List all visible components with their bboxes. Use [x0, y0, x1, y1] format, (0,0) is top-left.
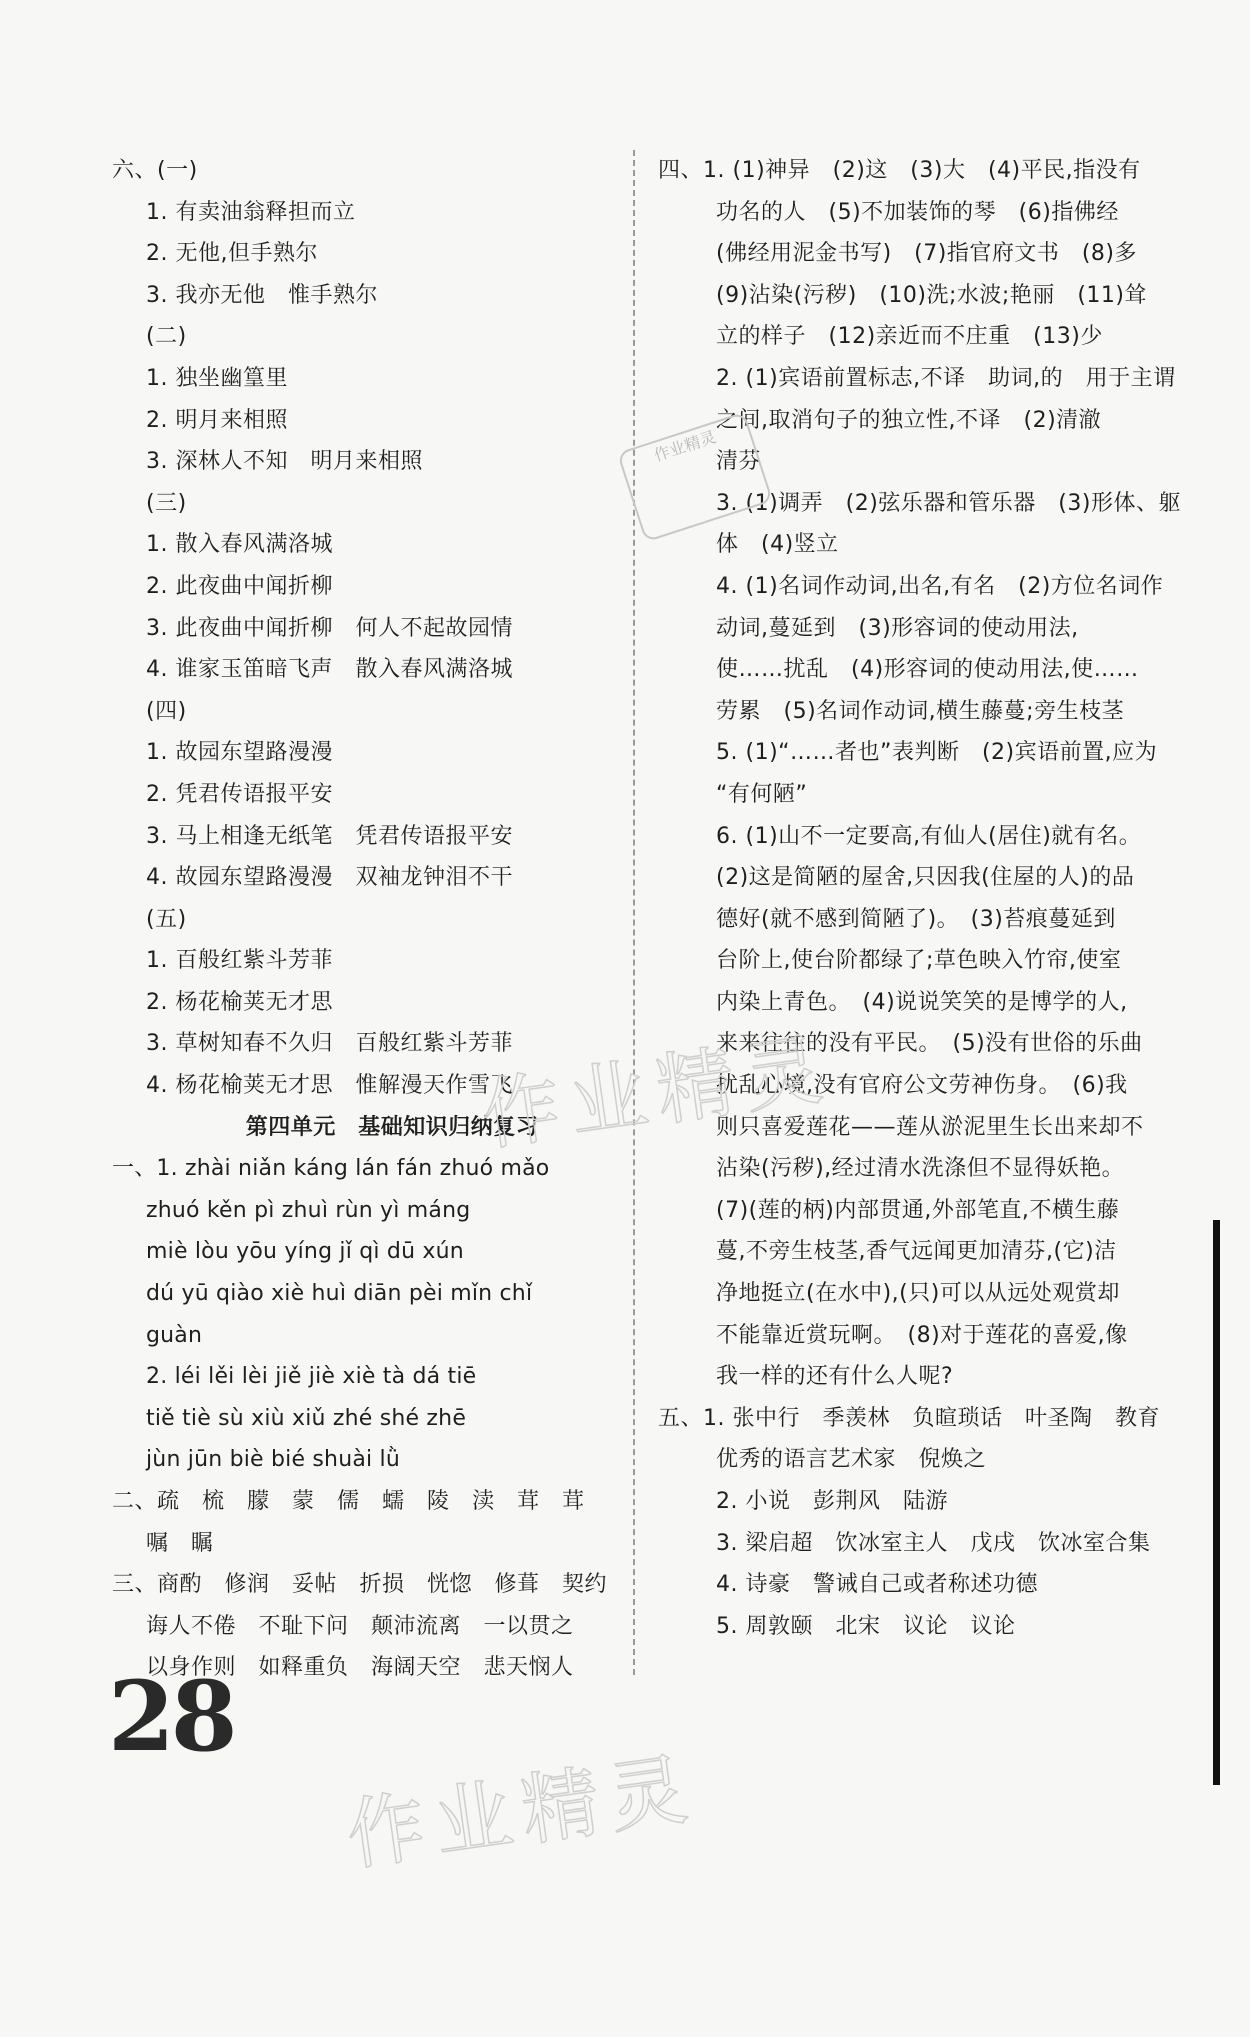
answer-line: 以身作则 如释重负 海阔天空 悲天悯人: [146, 1655, 574, 1681]
answer-line: 2. 明月来相照: [146, 407, 288, 433]
answer-line: 5. (1)“……者也”表判断 (2)宾语前置,应为: [716, 740, 1158, 766]
right-column: [658, 150, 1181, 1647]
answer-line: 2. 此夜曲中闻折柳: [146, 573, 333, 599]
answer-line: 沾染(污秽),经过清水洗涤但不显得妖艳。: [716, 1156, 1125, 1182]
column-divider: [633, 150, 635, 1675]
answer-line: 4. (1)名词作动词,出名,有名 (2)方位名词作: [716, 573, 1164, 599]
answer-line: zhuó kěn pì zhuì rùn yì máng: [146, 1197, 471, 1223]
answer-line: 1. 有卖油翁释担而立: [146, 199, 356, 225]
answer-line: 5. 周敦颐 北宋 议论 议论: [716, 1613, 1016, 1639]
answer-line: 6. (1)山不一定要高,有仙人(居住)就有名。: [716, 823, 1142, 849]
answer-line: tiě tiè sù xiù xiǔ zhé shé zhē: [146, 1405, 467, 1431]
answer-line: 功名的人 (5)不加装饰的琴 (6)指佛经: [716, 199, 1119, 225]
answer-line: 3. 梁启超 饮冰室主人 戊戌 饮冰室合集: [716, 1530, 1151, 1556]
answer-line: 3. 我亦无他 惟手熟尔: [146, 282, 378, 308]
answer-line: (佛经用泥金书写) (7)指官府文书 (8)多: [716, 241, 1137, 267]
answer-line: guàn: [146, 1322, 203, 1348]
answer-line: 3. 草树知春不久归 百般红紫斗芳菲: [146, 1031, 513, 1057]
answer-line: 德好(就不感到简陋了)。 (3)苔痕蔓延到: [716, 906, 1116, 932]
answer-line: 蔓,不旁生枝茎,香气远闻更加清芬,(它)洁: [716, 1239, 1117, 1265]
answer-line: 清芬: [716, 449, 762, 475]
answer-line: 扰乱心境,没有官府公文劳神伤身。 (6)我: [716, 1073, 1128, 1099]
answer-line: 三、商酌 修润 妥帖 折损 恍惚 修葺 契约: [112, 1572, 608, 1598]
answer-line: jùn jūn biè bié shuài lǜ: [146, 1447, 400, 1473]
left-column: [112, 150, 652, 1689]
answer-line: 动词,蔓延到 (3)形容词的使动用法,: [716, 615, 1079, 641]
watermark: 作业精灵: [341, 1743, 703, 1882]
answer-line: 优秀的语言艺术家 倪焕之: [716, 1447, 987, 1473]
answer-line: 1. 散入春风满洛城: [146, 532, 333, 558]
answer-line: 3. (1)调弄 (2)弦乐器和管乐器 (3)形体、躯: [716, 490, 1181, 516]
answer-line: 不能靠近赏玩啊。 (8)对于莲花的喜爱,像: [716, 1322, 1128, 1348]
answer-line: (三): [146, 490, 187, 516]
answer-line: 之间,取消句子的独立性,不译 (2)清澈: [716, 407, 1102, 433]
answer-line: 4. 谁家玉笛暗飞声 散入春风满洛城: [146, 657, 513, 683]
answer-line: 1. 百般红紫斗芳菲: [146, 948, 333, 974]
answer-line: 台阶上,使台阶都绿了;草色映入竹帘,使室: [716, 948, 1122, 974]
answer-line: 1. 独坐幽篁里: [146, 365, 288, 391]
answer-line: (7)(莲的柄)内部贯通,外部笔直,不横生藤: [716, 1197, 1120, 1223]
answer-line: (二): [146, 324, 187, 350]
answer-line: 3. 深林人不知 明月来相照: [146, 449, 423, 475]
watermark: 作业精灵: [476, 1023, 838, 1162]
answer-line: 嘱 瞩: [146, 1530, 214, 1556]
answer-line: 2. 无他,但手熟尔: [146, 241, 318, 267]
stamp-text: 作业精灵: [651, 427, 719, 466]
answer-line: 六、(一): [112, 158, 198, 183]
answer-line: 内染上青色。 (4)说说笑笑的是博学的人,: [716, 989, 1128, 1015]
answer-line: 五、1. 张中行 季羡林 负暄琐话 叶圣陶 教育: [658, 1405, 1160, 1431]
answer-line: 劳累 (5)名词作动词,横生藤蔓;旁生枝茎: [716, 698, 1125, 724]
answer-line: (2)这是简陋的屋舍,只因我(住屋的人)的品: [716, 865, 1135, 891]
page-number: 28: [108, 1660, 234, 1773]
answer-line: 诲人不倦 不耻下问 颠沛流离 一以贯之: [146, 1613, 574, 1639]
answer-line: 1. 故园东望路漫漫: [146, 740, 333, 766]
answer-line: 使……扰乱 (4)形容词的使动用法,使……: [716, 657, 1139, 683]
page-edge-bar: [1213, 1220, 1220, 1785]
answer-line: 二、疏 梳 朦 蒙 儒 蠕 陵 渎 茸 茸: [112, 1489, 585, 1514]
answer-line: 2. (1)宾语前置标志,不译 助词,的 用于主谓: [716, 365, 1176, 391]
answer-line: 3. 马上相逢无纸笔 凭君传语报平安: [146, 823, 513, 849]
answer-line: 体 (4)竖立: [716, 532, 839, 558]
answer-line: 3. 此夜曲中闻折柳 何人不起故园情: [146, 615, 513, 641]
answer-line: 4. 故园东望路漫漫 双袖龙钟泪不干: [146, 865, 513, 891]
answer-line: 四、1. (1)神异 (2)这 (3)大 (4)平民,指没有: [658, 158, 1141, 183]
answer-line: 2. 小说 彭荆风 陆游: [716, 1489, 948, 1514]
answer-line: dú yū qiào xiè huì diān pèi mǐn chǐ: [146, 1281, 533, 1307]
answer-line: 4. 杨花榆荚无才思 惟解漫天作雪飞: [146, 1073, 513, 1099]
answer-line: 则只喜爱莲花——莲从淤泥里生长出来却不: [716, 1114, 1144, 1140]
answer-line: miè lòu yōu yíng jǐ qì dū xún: [146, 1239, 464, 1265]
answer-line: 一、1. zhài niǎn káng lán fán zhuó mǎo: [112, 1156, 550, 1182]
answer-line: 2. 杨花榆荚无才思: [146, 989, 333, 1015]
answer-line: 立的样子 (12)亲近而不庄重 (13)少: [716, 324, 1103, 350]
answer-line: 2. léi lěi lèi jiě jiè xiè tà dá tiē: [146, 1364, 477, 1390]
answer-line: 来来往往的没有平民。 (5)没有世俗的乐曲: [716, 1031, 1143, 1057]
answer-line: (四): [146, 698, 187, 724]
section-heading: 第四单元 基础知识归纳复习: [245, 1114, 539, 1140]
answer-line: (五): [146, 906, 187, 932]
answer-line: 净地挺立(在水中),(只)可以从远处观赏却: [716, 1281, 1120, 1307]
answer-line: 2. 凭君传语报平安: [146, 781, 333, 807]
answer-line: “有何陋”: [716, 781, 808, 807]
answer-line: 我一样的还有什么人呢?: [716, 1364, 954, 1390]
answer-line: 4. 诗豪 警诫自己或者称述功德: [716, 1572, 1038, 1598]
answer-line: (9)沾染(污秽) (10)洗;水波;艳丽 (11)耸: [716, 282, 1147, 308]
